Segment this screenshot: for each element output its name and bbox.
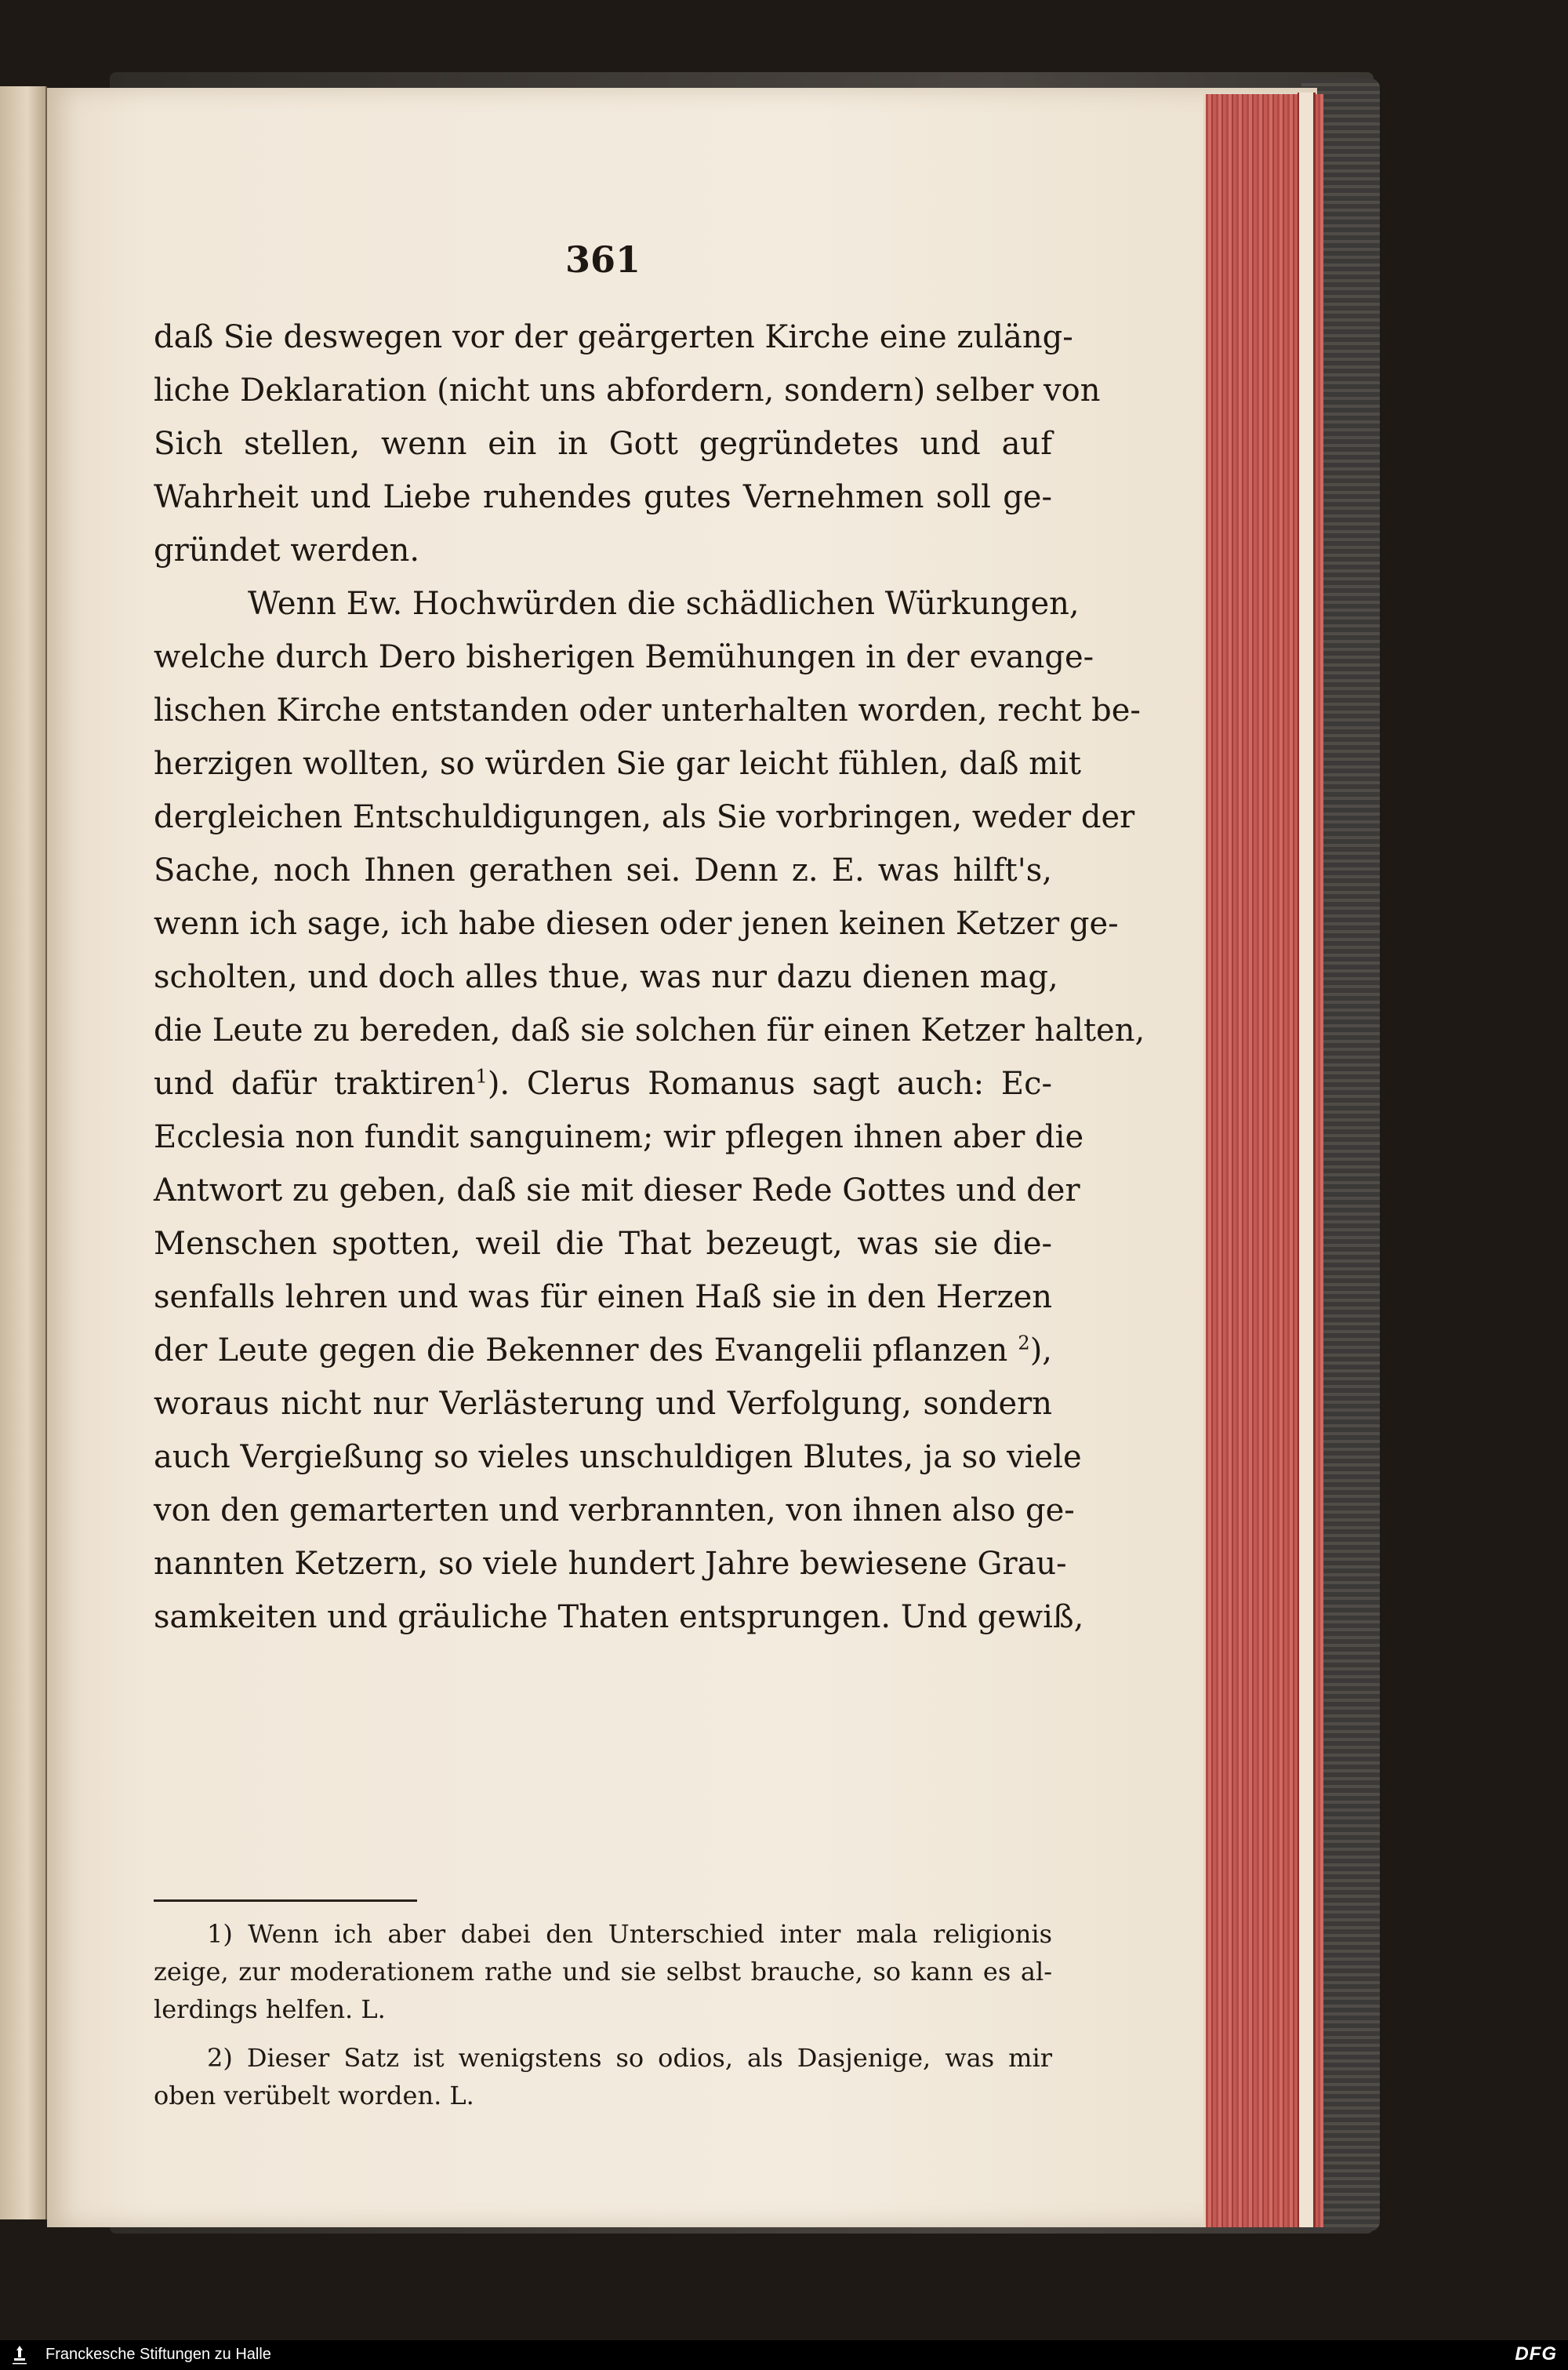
text-line: welche durch Dero bisherigen Bemühungen in der evange- [154, 639, 1094, 675]
facing-page-edge [0, 86, 47, 2219]
footnote-line: lerdings helfen. L. [154, 1994, 386, 2024]
institution-name: Franckesche Stiftungen zu Halle [45, 2346, 271, 2363]
text-line: Menschen spotten, weil die That bezeugt, was sie die- [154, 1226, 1052, 1262]
text-line: wenn ich sage, ich habe diesen oder jenen keinen Ketzer ge- [154, 906, 1119, 942]
page-number: 361 [564, 238, 641, 281]
text-line: lischen Kirche entstanden oder unterhalten worden, recht be- [154, 692, 1141, 729]
body-text [154, 311, 1145, 1644]
footnote-marker-1: 1 [475, 1065, 488, 1088]
text-line: woraus nicht nur Verlästerung und Verfolgung, sondern [154, 1386, 1052, 1422]
text-line: Wenn Ew. Hochwürden die schädlichen Würkungen, [248, 586, 1080, 622]
text-line: dergleichen Entschuldigungen, als Sie vorbringen, weder der [154, 799, 1135, 835]
text-line-with-footnote [154, 1324, 1052, 1377]
text-line: auch Vergießung so vieles unschuldigen Blutes, ja so viele [154, 1439, 1082, 1475]
text-segment: ), [1029, 1332, 1053, 1369]
dfg-mark: DFG [1515, 2343, 1557, 2365]
text-line: Sache, noch Ihnen gerathen sei. Denn z. E. was hilft's, [154, 852, 1052, 889]
text-line: Sich stellen, wenn ein in Gott gegründetes und auf [154, 426, 1052, 462]
text-segment: ). Clerus Romanus sagt auch: Ec- [487, 1066, 1052, 1102]
page-edge-strip [1298, 93, 1316, 2227]
footnote-line: 2) Dieser Satz ist wenigstens so odios, als Dasjenige, was mir [207, 2043, 1052, 2073]
footnote-line: oben verübelt worden. L. [154, 2081, 474, 2110]
footnote-rule [154, 1899, 417, 1902]
text-line: herzigen wollten, so würden Sie gar leicht fühlen, daß mit [154, 746, 1081, 782]
text-line: die Leute zu bereden, daß sie solchen für einen Ketzer halten, [154, 1012, 1145, 1049]
footnotes [154, 1915, 1052, 2114]
text-line: liche Deklaration (nicht uns abfordern, sondern) selber von [154, 373, 1101, 409]
text-line: Wahrheit und Liebe ruhendes gutes Vernehmen soll ge- [154, 479, 1052, 515]
text-line-with-footnote [154, 1057, 1052, 1110]
text-line: gründet werden. [154, 533, 420, 569]
footnote-line: zeige, zur moderationem rathe und sie selbst brauche, so kann es al- [154, 1957, 1052, 1987]
text-line: Ecclesia non fundit sanguinem; wir pflegen ihnen aber die [154, 1119, 1084, 1155]
footnote-marker-2: 2 [1018, 1332, 1030, 1354]
footer-banner [0, 2340, 1568, 2370]
text-line: von den gemarterten und verbrannten, von ihnen also ge- [154, 1492, 1075, 1529]
text-segment: und dafür traktiren [154, 1066, 476, 1102]
text-line: nannten Ketzern, so viele hundert Jahre bewiesene Grau- [154, 1546, 1067, 1582]
text-segment: der Leute gegen die Bekenner des Evangelii pflanzen [154, 1332, 1008, 1369]
footnote-line: 1) Wenn ich aber dabei den Unterschied inter mala religionis [207, 1919, 1052, 1949]
text-line: senfalls lehren und was für einen Haß sie in den Herzen [154, 1279, 1052, 1315]
foundation-logo-icon [9, 2343, 30, 2367]
text-line: daß Sie deswegen vor der geärgerten Kirche eine zuläng- [154, 319, 1073, 355]
text-line: samkeiten und gräuliche Thaten entsprungen. Und gewiß, [154, 1599, 1084, 1635]
text-line: Antwort zu geben, daß sie mit dieser Rede Gottes und der [154, 1172, 1080, 1209]
text-line: scholten, und doch alles thue, was nur dazu dienen mag, [154, 959, 1058, 995]
